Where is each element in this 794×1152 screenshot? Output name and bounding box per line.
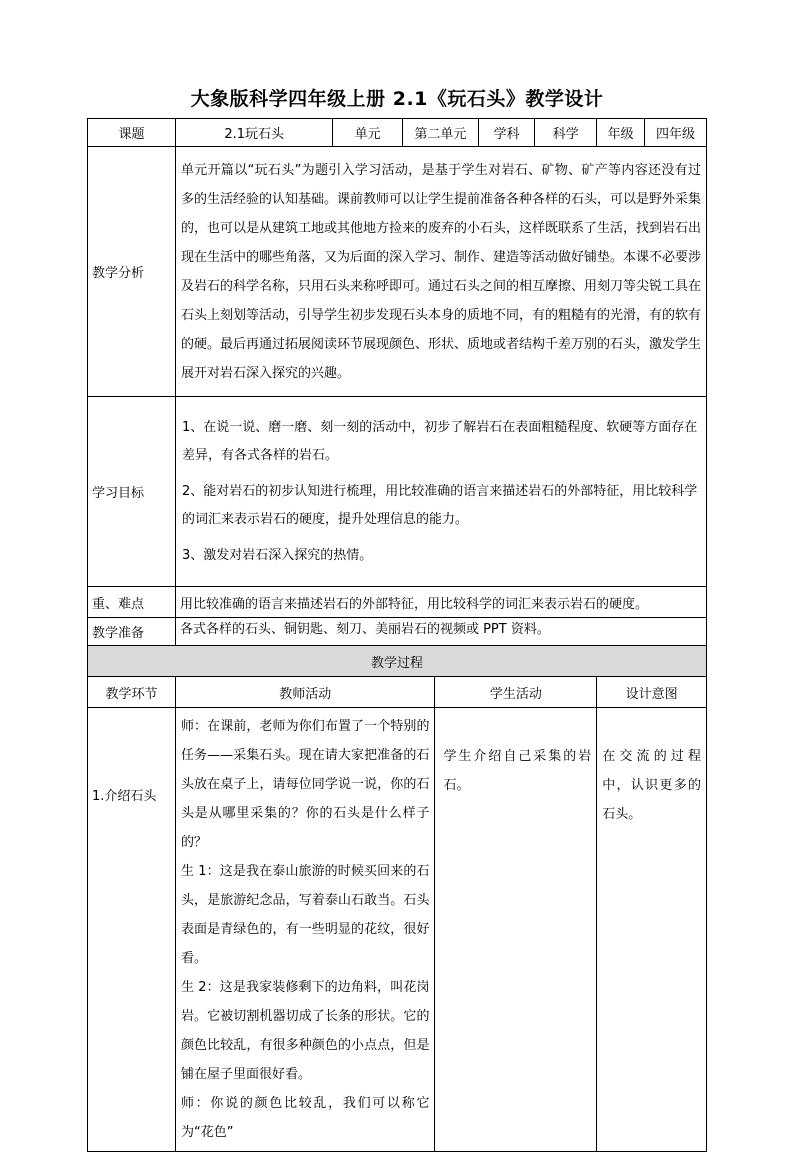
subject-value: 科学 — [535, 119, 597, 147]
analysis-label: 教学分析 — [88, 147, 176, 397]
teacher-paragraph: 生 1：这是我在泰山旅游的时候买回来的石头，是旅游纪念品，写着泰山石敢当。石头表面是青绿色的，有一些明显的花纹，很好看。 — [180, 864, 430, 966]
goal-item: 1、在说一说、磨一磨、刻一刻的活动中，初步了解岩石在表面粗糙程度、软硬等方面存在差异，有各式各样的岩石。 — [181, 419, 698, 463]
process-header: 教学过程 — [88, 646, 707, 677]
goals-row — [88, 397, 707, 587]
unit-label: 单元 — [333, 119, 402, 147]
preparation-row — [88, 618, 707, 646]
analysis-row — [88, 147, 707, 397]
subject-label: 学科 — [478, 119, 534, 147]
key-points-label: 重、难点 — [88, 587, 176, 618]
lesson-plan-table — [87, 118, 707, 1152]
goals-label: 学习目标 — [88, 397, 176, 587]
column-header: 设计意图 — [597, 677, 707, 708]
teacher-paragraph: 生 2：这是我家装修剩下的边角料，叫花岗岩。它被切割机器切成了长条的形状。它的颜色比较乱，有很多种颜色的小点点，但是铺在屋子里面很好看。 — [180, 980, 430, 1082]
grade-value: 四年级 — [645, 119, 707, 147]
column-header: 教学环节 — [88, 677, 176, 708]
student-activity: 学生介绍自己采集的岩石。 — [435, 708, 597, 1152]
goal-item: 2、能对岩石的初步认知进行梳理，用比较准确的语言来描述岩石的外部特征，用比较科学的词汇来表示岩石的硬度，提升处理信息的能力。 — [181, 483, 698, 527]
process-columns-row — [88, 677, 707, 708]
column-header: 教师活动 — [175, 677, 435, 708]
analysis-text: 单元开篇以“玩石头”为题引入学习活动，是基于学生对岩石、矿物、矿产等内容还没有过多的生活经验的认知基础。课前教师可以让学生提前准备各种各样的石头，可以是野外采集的，也可以是从建筑工地或其他地方捡来的废弃的小石头，这样既联系了生活，找到岩石出现在生活中的哪些角落，又为后面的深入学习、制作、建造等活动做好铺垫。本课不必要涉及岩石的科学名称，只用石头来称呼即可。通过石头之间的相互摩擦、用刻刀等尖锐工具在石头上刻划等活动，引导学生初步发现石头本身的质地不同，有的粗糙有的光滑，有的软有的硬。最后再通过拓展阅读环节展现颜色、形状、质地或者结构千差万别的石头，激发学生展开对岩石深入探究的兴趣。 — [175, 147, 706, 397]
teacher-paragraph: 师：在课前，老师为你们布置了一个特别的任务——采集石头。现在请大家把准备的石头放在桌子上，请每位同学说一说，你的石头是从哪里采集的？你的石头是什么样子的？ — [180, 719, 430, 850]
unit-value: 第二单元 — [402, 119, 478, 147]
goal-item: 3、激发对岩石深入探究的热情。 — [181, 547, 373, 563]
key-points-row — [88, 587, 707, 618]
process-header-row — [88, 646, 707, 677]
key-points-text: 用比较准确的语言来描述岩石的外部特征，用比较科学的词汇来表示岩石的硬度。 — [175, 587, 706, 618]
process-row — [88, 708, 707, 1152]
topic-value: 2.1玩石头 — [175, 119, 332, 147]
grade-label: 年级 — [597, 119, 645, 147]
preparation-text: 各式各样的石头、铜钥匙、刻刀、美丽岩石的视频或 PPT 资料。 — [175, 618, 706, 646]
topic-label: 课题 — [88, 119, 176, 147]
teacher-activity — [175, 708, 435, 1152]
teacher-paragraph: 师：你说的颜色比较乱，我们可以称它为“花色” — [180, 1096, 430, 1140]
preparation-label: 教学准备 — [88, 618, 176, 646]
info-row — [88, 119, 707, 147]
document-title: 大象版科学四年级上册 2.1《玩石头》教学设计 — [190, 88, 604, 110]
goals-list — [175, 397, 706, 587]
column-header: 学生活动 — [435, 677, 597, 708]
step-name: 1.介绍石头 — [88, 708, 176, 1152]
design-intent: 在交流的过程中，认识更多的石头。 — [597, 708, 707, 1152]
